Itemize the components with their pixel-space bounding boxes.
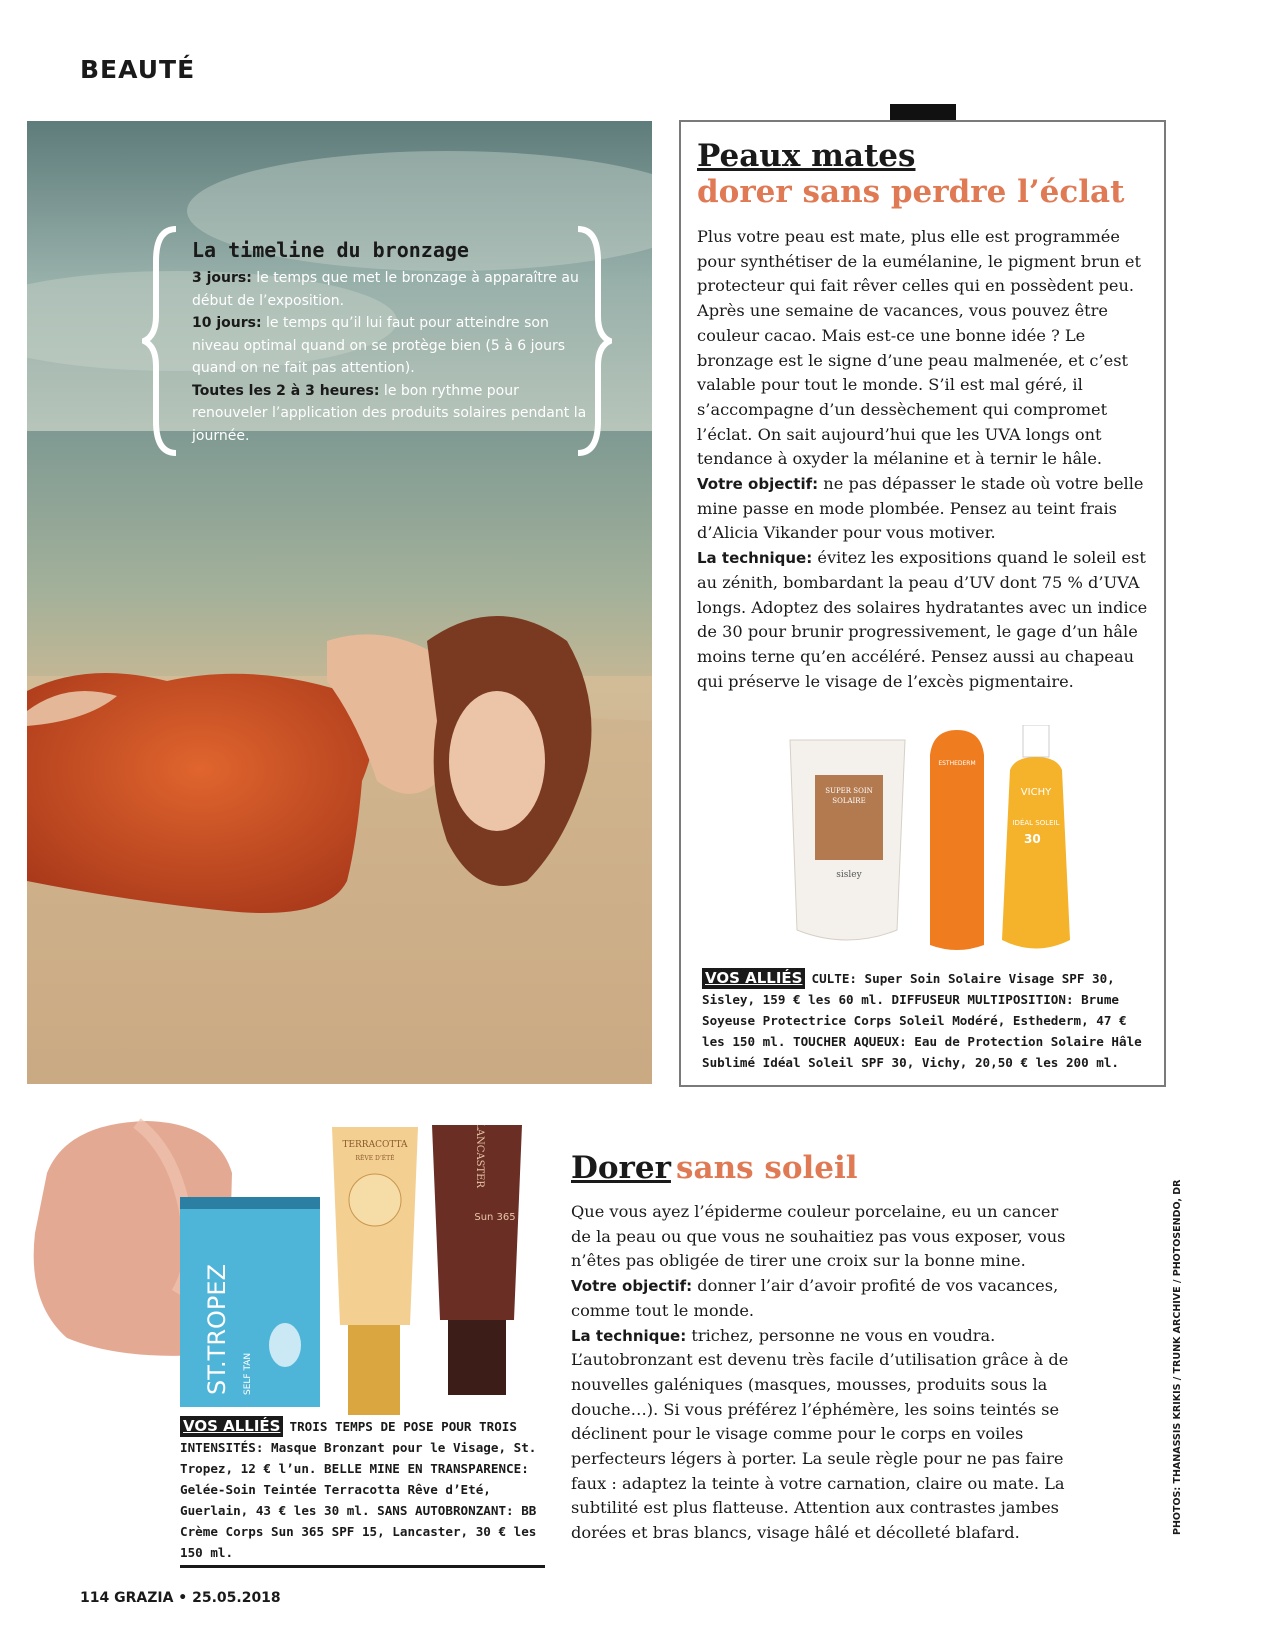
sttropez-line: SELF TAN <box>243 1352 253 1395</box>
article2-intro: Que vous ayez l’épiderme couleur porcelaine, eu un cancer de la peau ou que vous ne souhaitiez pas vous exposer, vous n’êtes pas obligée de tirer une croix sur la bonne mine. <box>571 1202 1066 1271</box>
article1-subtitle: dorer sans perdre l’éclat <box>697 174 1125 210</box>
timeline-text-3: le bon rythme pour renouveler l’application des produits solaires pendant la journée. <box>192 382 587 444</box>
tab-marker <box>890 104 956 120</box>
vichy-bottle <box>1002 725 1070 949</box>
terracotta-tube <box>332 1127 418 1415</box>
vichy-brand: VICHY <box>1020 787 1052 798</box>
article2-allies-caption <box>180 1416 545 1568</box>
timeline-label-1: 3 jours: <box>192 270 252 286</box>
sisley-brand: sisley <box>836 870 862 880</box>
page-footer: 114 GRAZIA • 25.05.2018 <box>80 1590 281 1606</box>
vichy-spf: 30 <box>1024 832 1041 846</box>
timeline-text-1: le temps que met le bronzage à apparaître au début de l’exposition. <box>192 270 579 309</box>
products-image-2 <box>180 1125 540 1415</box>
article1-technique-label: La technique: <box>697 549 813 568</box>
terracotta-line: RÊVE D’ÉTÉ <box>355 1155 395 1162</box>
timeline-text-2: le temps qu’il lui faut pour atteindre son niveau optimal quand on se protège bien (5 à 6 jours quand on ne fait pas attention). <box>192 315 565 376</box>
photo-credits: PHOTOS: THANASSIS KRIKIS / TRUNK ARCHIVE / PHOTOSENDO, DR <box>1172 1179 1183 1535</box>
article1-allies-label: VOS ALLIÉS <box>702 968 805 989</box>
article2-allies-text: TROIS TEMPS DE POSE POUR TROIS INTENSITÉS: Masque Bronzant pour le Visage, St. Tropez, 12 € l’un. BELLE MINE EN TRANSPARENCE: Gelée-Soin Teintée Terracotta Rêve d’Eté, Guerlain, 43 € les 30 ml. SANS AUTOBRONZANT: BB Crème Corps Sun 365 SPF 15, Lancaster, 30 € les 150 ml. <box>180 1419 537 1560</box>
sttropez-mask <box>180 1197 320 1407</box>
article2-title: Dorer <box>571 1150 671 1186</box>
section-label: BEAUTÉ <box>80 55 196 84</box>
timeline-text <box>192 267 592 447</box>
products-image-1 <box>785 725 1155 965</box>
esthederm-spray <box>930 730 984 950</box>
timeline-box <box>142 221 612 461</box>
lancaster-brand: LANCASTER <box>474 1125 485 1188</box>
article1-body <box>697 225 1152 694</box>
sisley-line-2: SOLAIRE <box>832 797 866 805</box>
terracotta-brand: TERRACOTTA <box>342 1140 408 1150</box>
article2-subtitle: sans soleil <box>676 1150 858 1186</box>
lancaster-line: Sun 365 <box>474 1212 516 1223</box>
timeline-title: La timeline du bronzage <box>192 238 469 262</box>
esthederm-brand: ESTHEDERM <box>938 760 976 767</box>
article2-allies-label: VOS ALLIÉS <box>180 1416 283 1437</box>
article1-allies-text: CULTE: Super Soin Solaire Visage SPF 30, Sisley, 159 € les 60 ml. DIFFUSEUR MULTIPOSITION: Brume Soyeuse Protectrice Corps Soleil Modéré, Esthederm, 47 € les 150 ml. TOUCHER AQUEUX: Eau de Protection Solaire Hâle Sublimé Idéal Soleil SPF 30, Vichy, 20,50 € les 200 ml. <box>702 971 1142 1070</box>
sisley-tube <box>790 740 905 940</box>
article2-goal-label: Votre objectif: <box>571 1277 693 1296</box>
sisley-line-1: SUPER SOIN <box>825 787 873 795</box>
article2-heading <box>571 1150 858 1186</box>
article1-intro: Plus votre peau est mate, plus elle est programmée pour synthétiser de la eumélanine, le pigment brun et protecteur qui fait rêver celles qui en possèdent peu. Après une semaine de vacances, vous pouvez être couleur cacao. Mais est-ce une bonne idée ? Le bronzage est le signe d’une peau malmenée, et c’est valable pour tout le monde. S’il est mal géré, il s’accompagne d’un dessèchement qui compromet l’éclat. On sait aujourd’hui que les UVA longs ont tendance à oxyder la mélanine et à ternir le hâle. <box>697 227 1141 469</box>
article1-title: Peaux mates <box>697 138 916 174</box>
timeline-label-3: Toutes les 2 à 3 heures: <box>192 382 380 399</box>
article2-body <box>571 1200 1071 1546</box>
article2-technique-text: trichez, personne ne vous en voudra. L’autobronzant est devenu très facile d’utilisation grâce à de nouvelles galéniques (masques, mousses, produits sous la douche…). Si vous préférez l’éphémère, les soins teintés se déclinent pour le visage comme pour le corps en voiles perfecteurs légers à porter. La seule règle pour ne pas faire faux : adaptez la teinte à votre carnation, claire ou mate. La subtilité est plus flatteuse. Attention aux contrastes jambes dorées et bras blancs, visage hâlé et décolleté blafard. <box>571 1325 1069 1543</box>
article2-goal-text: donner l’air d’avoir profité de vos vacances, comme tout le monde. <box>571 1276 1059 1320</box>
timeline-label-2: 10 jours: <box>192 315 262 331</box>
lancaster-tube <box>432 1125 522 1395</box>
article1-technique-text: évitez les expositions quand le soleil est au zénith, bombardant la peau d’UV dont 75 % d’UVA longs. Adoptez des solaires hydratantes avec un indice de 30 pour brunir progressivement, le gage d’un hâle moins terne qu’en accéléré. Pensez aussi au chapeau qui préserve le visage de l’excès pigmentaire. <box>697 548 1148 691</box>
article2-technique-label: La technique: <box>571 1326 687 1345</box>
hero-photo <box>27 121 652 1084</box>
vichy-line: IDÉAL SOLEIL <box>1012 819 1060 827</box>
article1-goal-label: Votre objectif: <box>697 475 819 494</box>
sttropez-brand: ST.TROPEZ <box>203 1264 231 1395</box>
article1-goal-text: ne pas dépasser le stade où votre belle mine passe en mode plombée. Pensez au teint frais d’Alicia Vikander pour vous motiver. <box>697 474 1144 543</box>
article1-allies-caption <box>702 968 1147 1073</box>
